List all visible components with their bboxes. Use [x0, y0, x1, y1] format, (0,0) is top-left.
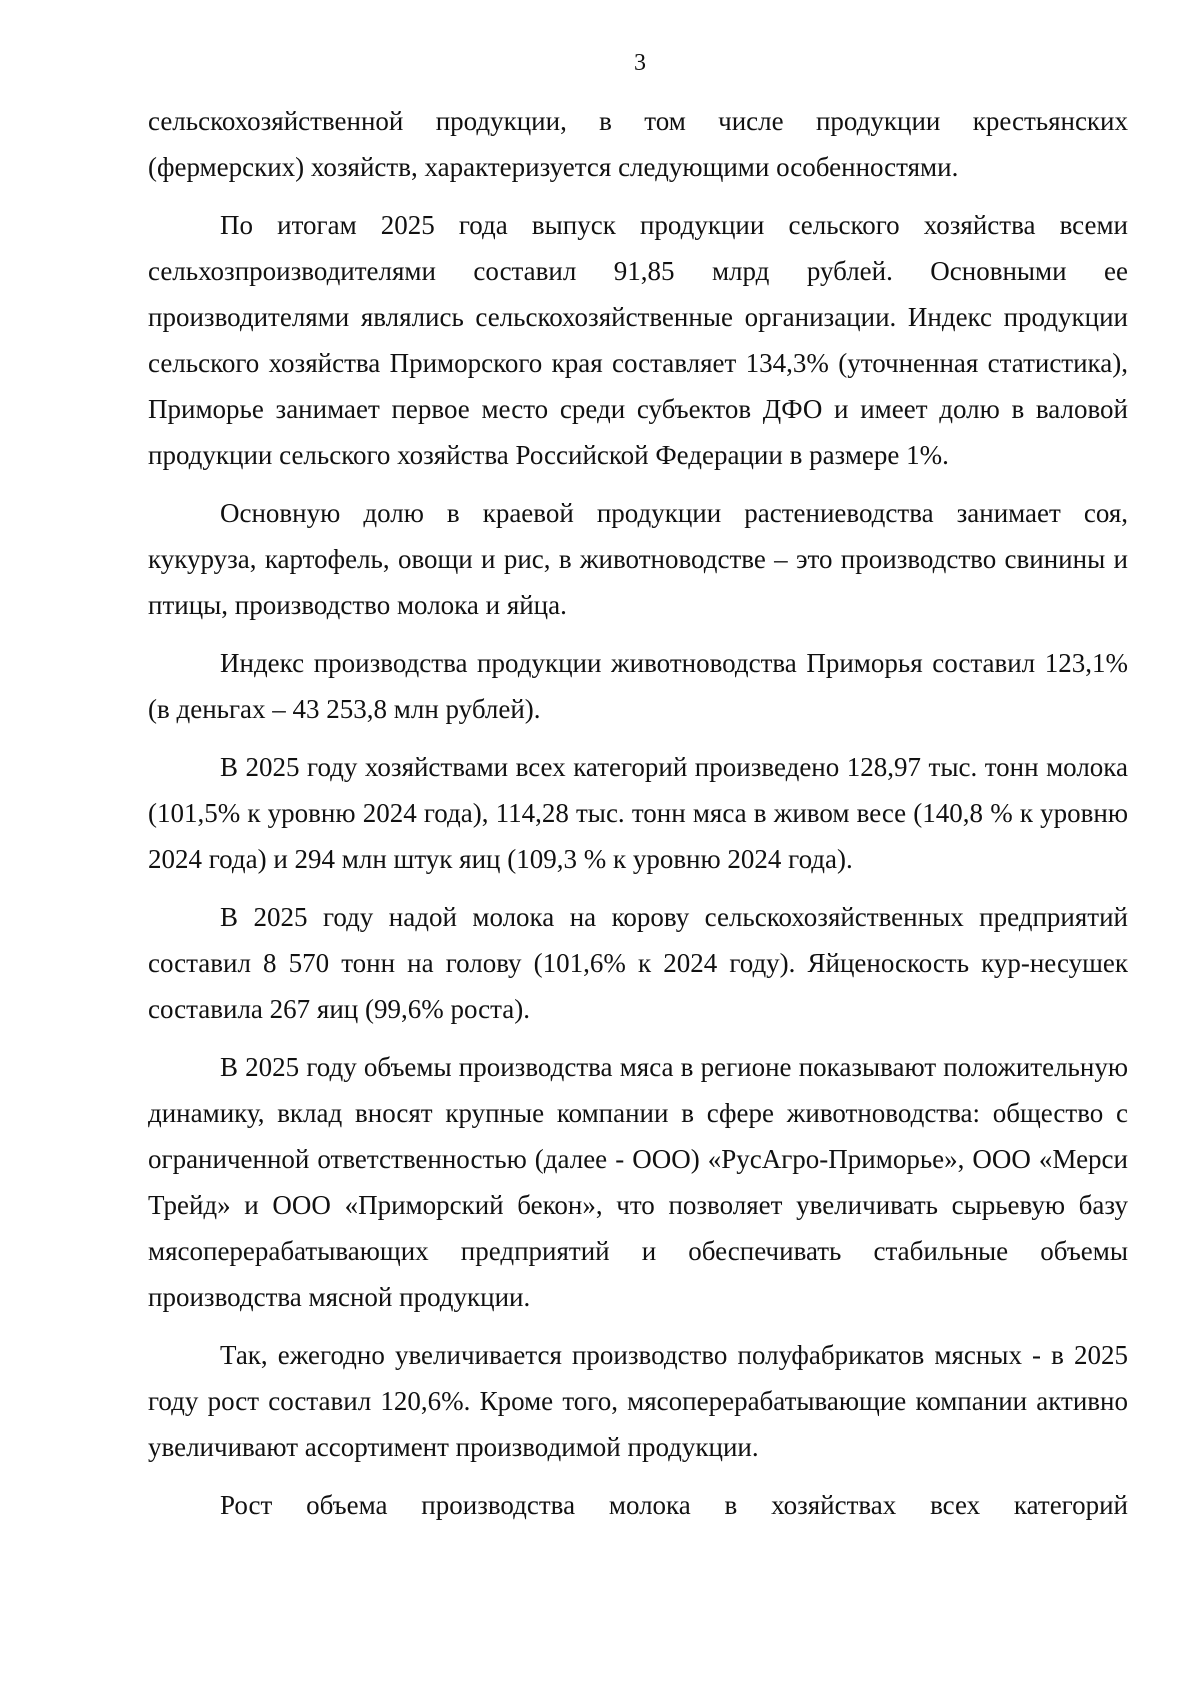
paragraph-milk-growth: Рост объема производства молока в хозяйствах всех категорий [220, 1490, 1128, 1520]
page-number: 3 [634, 50, 646, 76]
paragraph-milk-yield: В 2025 году надой молока на корову сельскохозяйственных предприятий составил 8 570 тонн на голову (101,6% к 2024 году). Яйценоскость кур-несушек составила 267 яиц (99,6% роста). [148, 902, 1128, 1024]
paragraph-production-volumes: В 2025 году хозяйствами всех категорий произведено 128,97 тыс. тонн молока (101,5% к уровню 2024 года), 114,28 тыс. тонн мяса в живом весе (140,8 % к уровню 2024 года) и 294 млн штук яиц (109,3 % к уровню 2024 года). [148, 752, 1128, 874]
document-body [148, 98, 1128, 1528]
paragraph-continuation: сельскохозяйственной продукции, в том числе продукции крестьянских (фермерских) хозяйств, характеризуется следующими особенностями. [148, 106, 1128, 182]
paragraph-crop-structure: Основную долю в краевой продукции растениеводства занимает соя, кукуруза, картофель, овощи и рис, в животноводстве – это производство свинины и птицы, производство молока и яйца. [148, 498, 1128, 620]
paragraph-meat-production: В 2025 году объемы производства мяса в регионе показывают положительную динамику, вклад вносят крупные компании в сфере животноводства: общество с ограниченной ответственностью (далее - ООО) «РусАгро-Приморье», ООО «Мерси Трейд» и ООО «Приморский бекон», что позволяет увеличивать сырьевую базу мясоперерабатывающих предприятий и обеспечивать стабильные объемы производства мясной продукции. [148, 1052, 1128, 1312]
paragraph-agriculture-output: По итогам 2025 года выпуск продукции сельского хозяйства всеми сельхозпроизводителями составил 91,85 млрд рублей. Основными ее производителями являлись сельскохозяйственные организации. Индекс продукции сельского хозяйства Приморского края составляет 134,3% (уточненная статистика), Приморье занимает первое место среди субъектов ДФО и имеет долю в валовой продукции сельского хозяйства Российской Федерации в размере 1%. [148, 210, 1128, 470]
paragraph-semi-finished: Так, ежегодно увеличивается производство полуфабрикатов мясных - в 2025 году рост составил 120,6%. Кроме того, мясоперерабатывающие компании активно увеличивают ассортимент производимой продукции. [148, 1340, 1128, 1462]
paragraph-livestock-index: Индекс производства продукции животноводства Приморья составил 123,1% (в деньгах – 43 253,8 млн рублей). [148, 648, 1128, 724]
